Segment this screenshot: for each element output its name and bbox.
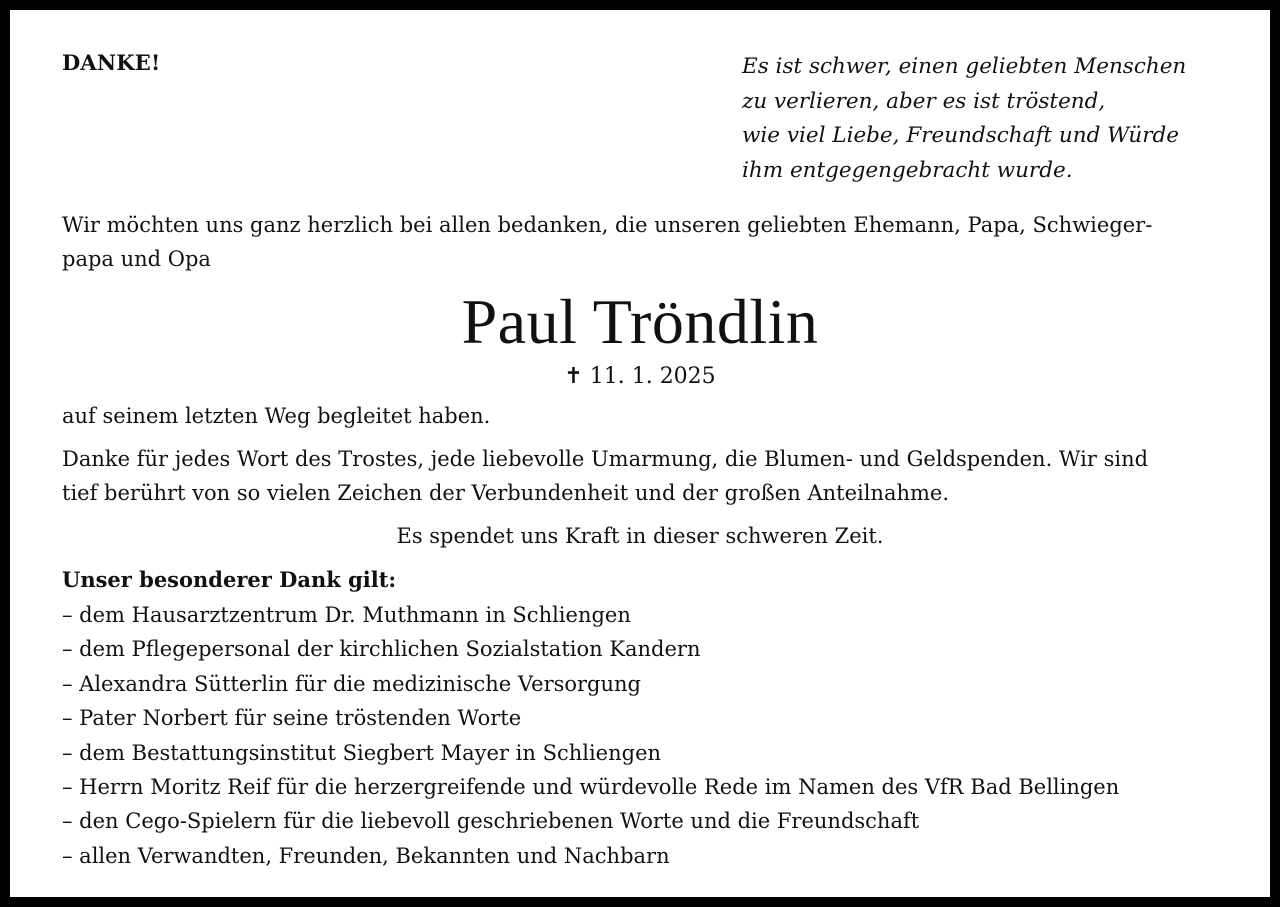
- list-item: – dem Pflegepersonal der kirchlichen Sozialstation Kandern: [62, 637, 701, 662]
- list-item: – Pater Norbert für seine tröstenden Worte: [62, 706, 522, 731]
- motto-line: wie viel Liebe, Freundschaft und Würde: [742, 123, 1180, 148]
- thanks-line: tief berührt von so vielen Zeichen der Verbundenheit und der großen Anteilnahme.: [62, 481, 950, 505]
- motto-line: zu verlieren, aber es ist tröstend,: [742, 88, 1106, 114]
- deceased-name: Paul Tröndlin: [461, 286, 819, 357]
- list-item: – den Cego-Spielern für die liebevoll geschriebenen Worte und die Freundschaft: [62, 809, 920, 834]
- motto-quote: [742, 50, 1262, 188]
- motto-line: ihm entgegengebracht wurde.: [742, 157, 1073, 183]
- thanks-paragraph: [62, 442, 1232, 510]
- motto-line: Es ist schwer, einen geliebten Menschen: [742, 54, 1187, 79]
- intro-text: [62, 208, 1232, 276]
- death-date: ✝ 11. 1. 2025: [564, 364, 716, 389]
- list-item: – dem Bestattungsinstitut Siegbert Mayer in Schliengen: [62, 740, 662, 765]
- list-item: – Alexandra Sütterlin für die medizinische Versorgung: [62, 671, 641, 696]
- special-thanks-list: [62, 598, 1242, 873]
- intro-line: papa und Opa: [62, 247, 211, 271]
- special-thanks-heading: Unser besonderer Dank gilt:: [62, 567, 397, 592]
- intro-line: Wir möchten uns ganz herzlich bei allen bedanken, die unseren geliebten Ehemann, Papa, Schwieger-: [62, 213, 1153, 237]
- list-item: – allen Verwandten, Freunden, Bekannten und Nachbarn: [62, 843, 670, 868]
- notice-heading: DANKE!: [62, 50, 161, 75]
- list-item: – Herrn Moritz Reif für die herzergreifende und würdevolle Rede im Namen des VfR Bad Bellingen: [62, 775, 1120, 800]
- strength-line: Es spendet uns Kraft in dieser schweren Zeit.: [396, 524, 884, 548]
- thanks-line: Danke für jedes Wort des Trostes, jede liebevolle Umarmung, die Blumen- und Geldspenden. Wir sind: [62, 447, 1149, 471]
- list-item: – dem Hausarztzentrum Dr. Muthmann in Schliengen: [62, 603, 631, 627]
- last-way-text: auf seinem letzten Weg begleitet haben.: [62, 404, 491, 428]
